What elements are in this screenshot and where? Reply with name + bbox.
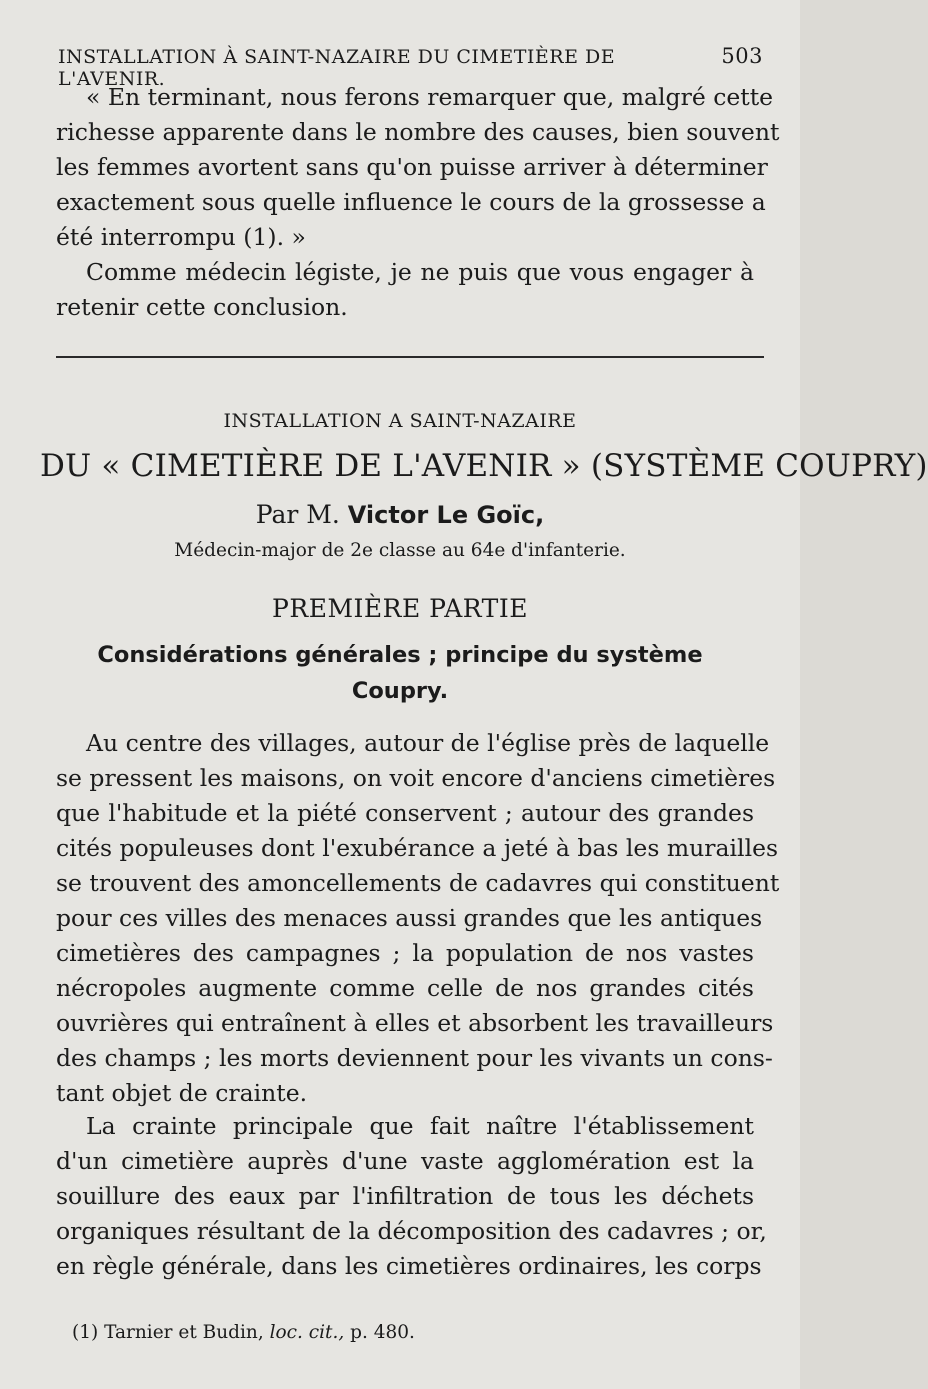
body-paragraph-2 — [56, 1109, 767, 1284]
text-line: que l'habitude et la piété conservent ; autour des grandes — [56, 799, 754, 827]
text-line: se pressent les maisons, on voit encore d'anciens cimetières — [56, 764, 776, 792]
text-line: cités populeuses dont l'exubérance a jeté à bas les murailles — [56, 834, 779, 862]
text-line: Comme médecin légiste, je ne puis que vous engager à — [86, 258, 754, 286]
text-line: ouvrières qui entraînent à elles et absorbent les travailleurs — [56, 1009, 774, 1037]
footnote-page: p. 480. — [350, 1322, 415, 1343]
text-line: Au centre des villages, autour de l'église près de laquelle — [86, 729, 770, 757]
article-title: DU « CIMETIÈRE DE L'AVENIR » (SYSTÈME COUPRY) — [40, 448, 928, 484]
text-line: des champs ; les morts deviennent pour les vivants un cons- — [56, 1044, 773, 1072]
text-line: « En terminant, nous ferons remarquer que, malgré cette — [86, 83, 774, 111]
author-affiliation: Médecin-major de 2e classe au 64e d'infanterie. — [174, 540, 626, 561]
chapter-subtitle-line-2: Coupry. — [351, 678, 449, 704]
author-prefix: Par M. — [255, 500, 340, 529]
text-line: cimetières des campagnes ; la population de nos vastes — [56, 939, 754, 967]
running-head-title: INSTALLATION À SAINT-NAZAIRE DU CIMETIÈRE DE L'AVENIR. — [58, 46, 616, 90]
section-divider — [56, 356, 764, 358]
text-line: pour ces villes des menaces aussi grandes que les antiques — [56, 904, 763, 932]
chapter-subtitle-line-1: Considérations générales ; principe du système — [97, 642, 703, 668]
text-line: les femmes avortent sans qu'on puisse arriver à déterminer — [56, 153, 768, 181]
text-line: en règle générale, dans les cimetières ordinaires, les corps — [56, 1252, 762, 1280]
author-name: Victor Le Goïc, — [347, 501, 545, 529]
text-line: richesse apparente dans le nombre des causes, bien souvent — [56, 118, 780, 146]
text-line: se trouvent des amoncellements de cadavres qui constituent — [56, 869, 780, 897]
section-heading: INSTALLATION A SAINT-NAZAIRE — [223, 410, 577, 432]
body-paragraph-1 — [56, 726, 780, 1111]
text-line: exactement sous quelle influence le cours de la grossesse a — [56, 188, 766, 216]
author-line — [40, 500, 760, 529]
part-title: PREMIÈRE PARTIE — [272, 594, 528, 623]
intro-paragraph — [56, 80, 780, 255]
text-line: souillure des eaux par l'infiltration de tous les déchets — [56, 1182, 754, 1210]
page-number: 503 — [721, 44, 763, 68]
text-line: d'un cimetière auprès d'une vaste agglomération est la — [56, 1147, 754, 1175]
footnote-citation: loc. cit., — [269, 1322, 345, 1343]
text-line: La crainte principale que fait naître l'établissement — [86, 1112, 754, 1140]
text-line: retenir cette conclusion. — [56, 293, 348, 321]
text-line: été interrompu (1). » — [56, 223, 306, 251]
footnote — [72, 1322, 415, 1343]
conclusion-paragraph — [56, 255, 754, 325]
text-line: tant objet de crainte. — [56, 1079, 308, 1107]
text-line: nécropoles augmente comme celle de nos grandes cités — [56, 974, 754, 1002]
text-line: organiques résultant de la décomposition des cadavres ; or, — [56, 1217, 767, 1245]
footnote-text: (1) Tarnier et Budin, — [72, 1322, 264, 1343]
